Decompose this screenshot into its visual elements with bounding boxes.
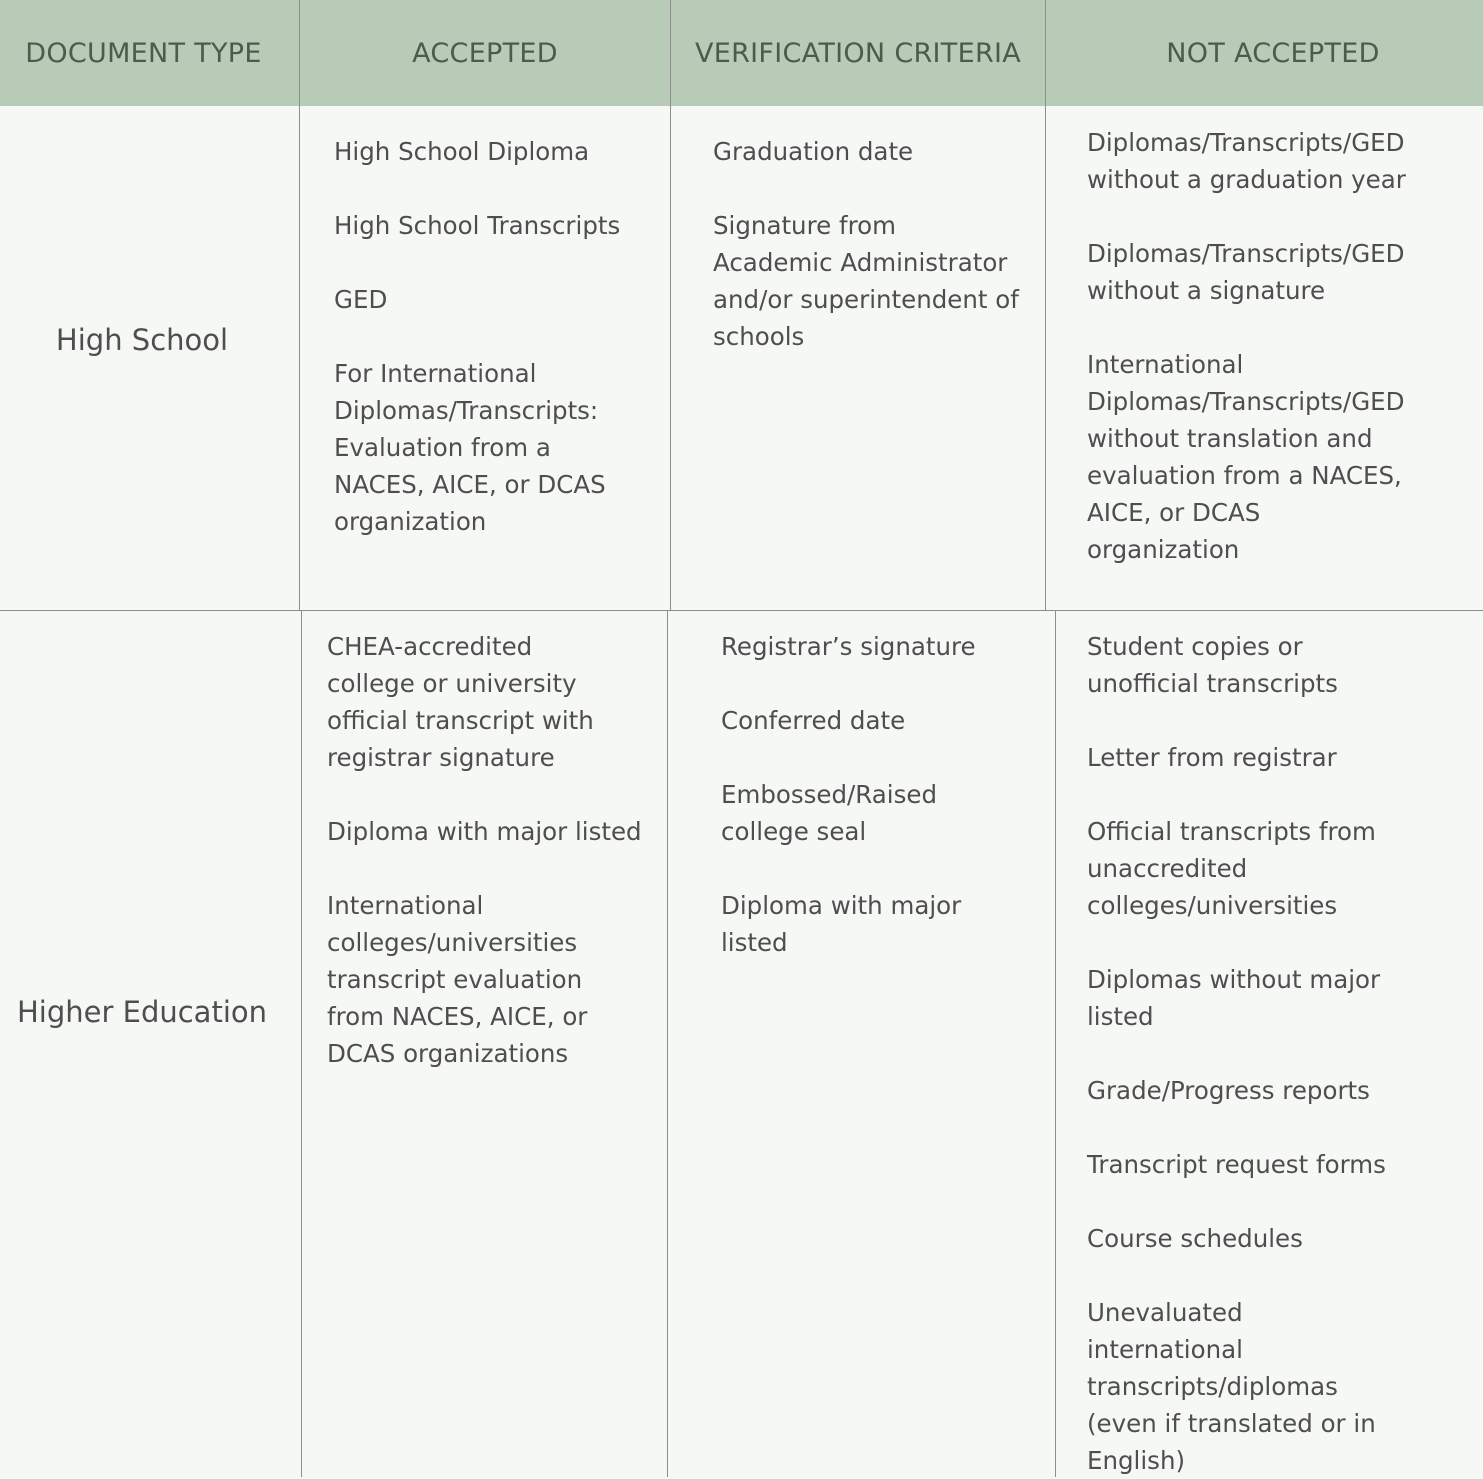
table-header	[0, 0, 1483, 106]
list-item: Embossed/Raised college seal	[721, 780, 937, 846]
header-accepted: ACCEPTED	[412, 37, 558, 69]
list-item: International colleges/universities transcript evaluation from NACES, AICE, or DCAS organizations	[327, 891, 588, 1068]
list-item: Conferred date	[721, 706, 906, 735]
header-not-accepted: NOT ACCEPTED	[1166, 37, 1380, 69]
list-item: Graduation date	[713, 137, 914, 166]
column-divider	[1045, 0, 1046, 611]
list-item: Unevaluated international transcripts/diplomas (even if translated or in English)	[1087, 1298, 1376, 1475]
header-document-type: DOCUMENT TYPE	[25, 37, 262, 69]
list-item: Student copies or unofficial transcripts	[1087, 632, 1338, 698]
row-label-higher-education: Higher Education	[16, 995, 267, 1029]
list-item: Transcript request forms	[1087, 1150, 1386, 1179]
list-item: High School Diploma	[334, 137, 590, 166]
header-verification-criteria: VERIFICATION CRITERIA	[694, 37, 1022, 69]
list-item: Registrar’s signature	[721, 632, 976, 661]
list-item: Diploma with major listed	[721, 891, 962, 957]
high-school-not-accepted-cell	[1087, 124, 1417, 568]
list-item: Course schedules	[1087, 1224, 1303, 1253]
list-item: Diplomas/Transcripts/GED without a signature	[1087, 239, 1405, 305]
list-item: Diploma with major listed	[327, 817, 642, 846]
list-item: Letter from registrar	[1087, 743, 1337, 772]
list-item: High School Transcripts	[334, 211, 621, 240]
list-item: Grade/Progress reports	[1087, 1076, 1370, 1105]
list-item: Diplomas/Transcripts/GED without a graduation year	[1087, 128, 1406, 194]
list-item: Signature from Academic Administrator and/or superintendent of schools	[713, 211, 1019, 351]
column-divider	[299, 0, 300, 611]
list-item: For International Diplomas/Transcripts: Evaluation from a NACES, AICE, or DCAS organization	[334, 359, 606, 536]
list-item: Diplomas without major listed	[1087, 965, 1381, 1031]
list-item: Official transcripts from unaccredited colleges/universities	[1087, 817, 1376, 920]
list-item: GED	[334, 285, 388, 314]
high-school-accepted-cell	[334, 133, 634, 540]
list-item: International Diplomas/Transcripts/GED without translation and evaluation from a NACES, AICE, or DCAS organization	[1087, 350, 1405, 564]
higher-education-not-accepted-cell	[1087, 628, 1417, 1479]
higher-education-verification-cell	[721, 628, 1031, 961]
row-divider	[0, 610, 1483, 611]
high-school-verification-cell	[713, 133, 1023, 355]
row-label-high-school: High School	[55, 323, 229, 357]
column-divider	[667, 611, 668, 1477]
list-item: CHEA-accredited college or university official transcript with registrar signature	[327, 632, 594, 772]
column-divider	[670, 0, 671, 611]
column-divider	[301, 611, 302, 1477]
higher-education-accepted-cell	[327, 628, 647, 1072]
column-divider	[1055, 611, 1056, 1477]
